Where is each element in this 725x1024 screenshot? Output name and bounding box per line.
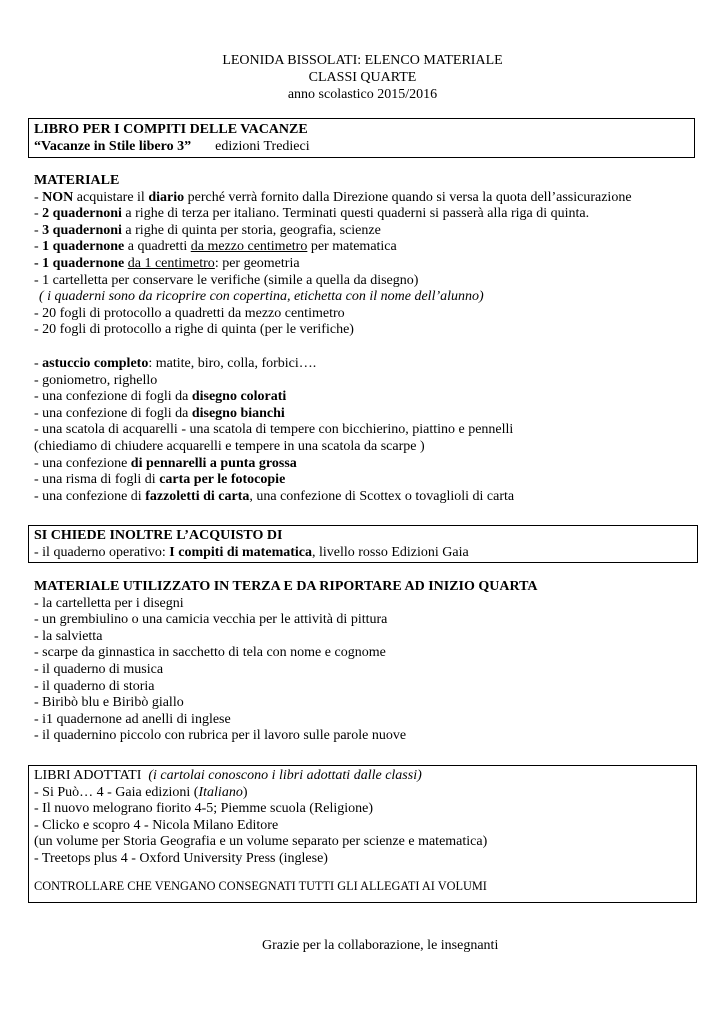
terza-section [34, 579, 699, 745]
materiale-line-geometria: - 1 quadernone da 1 centimetro: per geometria [34, 255, 300, 271]
libri-line-clicko: - Clicko e scopro 4 - Nicola Milano Editore [34, 817, 279, 833]
libri-line-volumi: (un volume per Storia Geografia e un volume separato per scienze e matematica) [34, 834, 488, 850]
materiale-line-disegno-bianchi: - una confezione di fogli da disegno bianchi [34, 405, 285, 421]
libri-title-line [34, 768, 699, 785]
list-item: - il quaderno di musica [34, 661, 164, 677]
inoltre-title: SI CHIEDE INOLTRE L’ACQUISTO DI [34, 528, 283, 543]
list-item: - il quadernino piccolo con rubrica per il lavoro sulle parole nuove [34, 728, 407, 744]
vacanze-book: “Vacanze in Stile libero 3” [34, 138, 192, 154]
materiale-line-fazzoletti: - una confezione di fazzoletti di carta, una confezione di Scottex o tovaglioli di carta [34, 488, 515, 504]
inoltre-section [34, 528, 699, 561]
materiale-line-diario: - NON acquistare il diario perché verrà fornito dalla Direzione quando si versa la quota dell’assicurazione [34, 189, 632, 205]
libri-title-note: (i cartolai conoscono i libri adottati dalle classi) [148, 768, 422, 783]
header-year: anno scolastico 2015/2016 [287, 87, 438, 102]
vacanze-title: LIBRO PER I COMPITI DELLE VACANZE [34, 122, 308, 137]
document-header [0, 52, 725, 103]
libri-note: CONTROLLARE CHE VENGANO CONSEGNATI TUTTI GLI ALLEGATI AI VOLUMI [34, 878, 487, 893]
vacanze-book-line [34, 139, 699, 156]
vacanze-section [34, 122, 699, 155]
materiale-line-disegno-colorati: - una confezione di fogli da disegno colorati [34, 389, 287, 405]
libri-section [34, 768, 699, 894]
header-classes: CLASSI QUARTE [308, 70, 417, 85]
materiale-line-protocollo-righe: - 20 fogli di protocollo a righe di quinta (per le verifiche) [34, 322, 354, 338]
list-item: - Biribò blu e Biribò giallo [34, 695, 184, 711]
footer-thanks: Grazie per la collaborazione, le insegnanti [262, 938, 499, 953]
materiale-extra-section [34, 356, 699, 505]
materiale-line-pennarelli: - una confezione di pennarelli a punta grossa [34, 455, 297, 471]
materiale-line-storia: - 3 quadernoni a righe di quinta per storia, geografia, scienze [34, 222, 381, 238]
list-item: - un grembiulino o una camicia vecchia per le attività di pittura [34, 612, 388, 628]
list-item: - il quaderno di storia [34, 678, 155, 694]
libri-title: LIBRI ADOTTATI [34, 768, 142, 783]
materiale-line-protocollo-quadretti: - 20 fogli di protocollo a quadretti da mezzo centimetro [34, 305, 345, 321]
materiale-line-astuccio: - astuccio completo: matite, biro, colla, forbici…. [34, 356, 317, 371]
materiale-line-goniometro: - goniometro, righello [34, 372, 158, 388]
materiale-line-fotocopie: - una risma di fogli di carta per le fotocopie [34, 472, 286, 488]
materiale-line-matematica: - 1 quadernone a quadretti da mezzo centimetro per matematica [34, 239, 397, 255]
libri-line-inglese: - Treetops plus 4 - Oxford University Press (inglese) [34, 850, 328, 866]
libri-line-religione: - Il nuovo melograno fiorito 4-5; Piemme scuola (Religione) [34, 801, 374, 817]
list-item: - la cartelletta per i disegni [34, 595, 184, 611]
vacanze-publisher: edizioni Tredieci [215, 138, 310, 154]
list-item: - scarpe da ginnastica in sacchetto di tela con nome e cognome [34, 645, 386, 661]
materiale-line-copertina: ( i quaderni sono da ricoprire con copertina, etichetta con il nome dell’alunno) [39, 289, 484, 305]
terza-title: MATERIALE UTILIZZATO IN TERZA E DA RIPORTARE AD INIZIO QUARTA [34, 579, 538, 594]
materiale-line-cartelletta: - 1 cartelletta per conservare le verifiche (simile a quella da disegno) [34, 272, 419, 288]
list-item: - la salvietta [34, 628, 103, 644]
materiale-line-acquarelli: - una scatola di acquarelli - una scatola di tempere con bicchierino, piattino e pennelli [34, 422, 514, 438]
header-title: LEONIDA BISSOLATI: ELENCO MATERIALE [222, 53, 503, 68]
libri-line-italiano: - Si Può… 4 - Gaia edizioni (Italiano) [34, 784, 248, 800]
materiale-line-scatola-scarpe: (chiediamo di chiudere acquarelli e tempere in una scatola da scarpe ) [34, 438, 425, 454]
materiale-section [34, 173, 699, 339]
inoltre-line: - il quaderno operativo: I compiti di matematica, livello rosso Edizioni Gaia [34, 544, 469, 560]
list-item: - i1 quadernone ad anelli di inglese [34, 711, 231, 727]
materiale-line-italiano: - 2 quadernoni a righe di terza per italiano. Terminati questi quaderni si passerà alla riga di quinta. [34, 206, 590, 222]
materiale-title: MATERIALE [34, 173, 120, 188]
